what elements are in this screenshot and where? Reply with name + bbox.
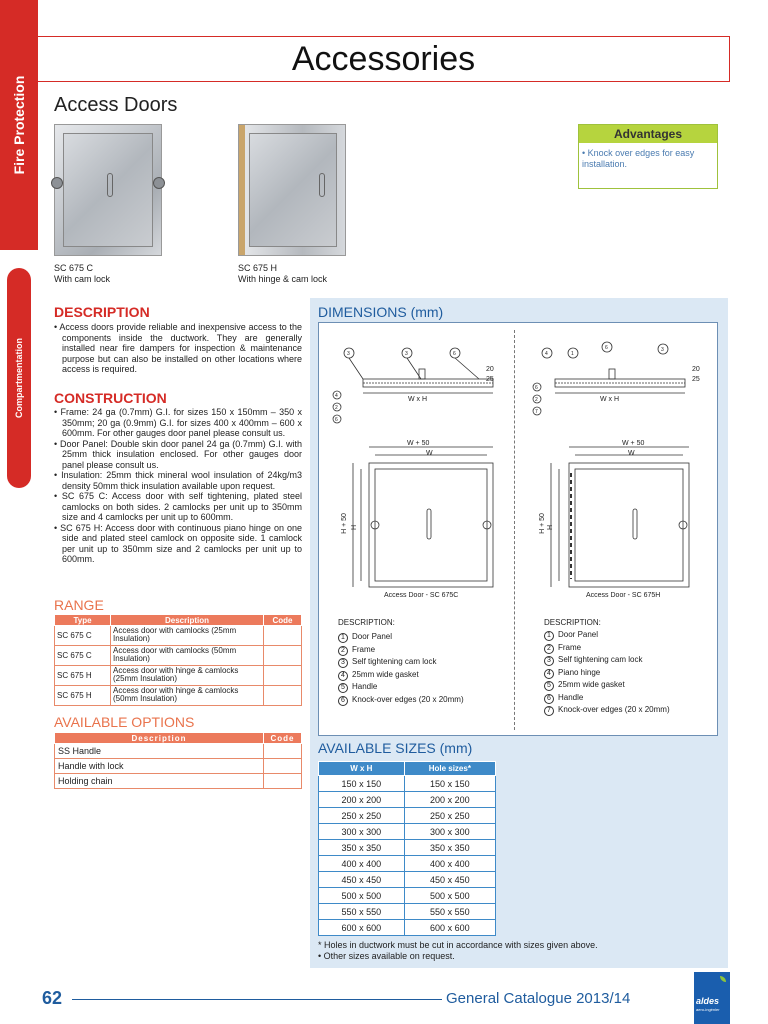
dim-label: 20 (692, 366, 700, 373)
legend-heading: DESCRIPTION: (338, 618, 395, 627)
table-row: 450 x 450 450 x 450 (319, 872, 496, 888)
photo-caption: SC 675 H With hinge & cam lock (238, 263, 328, 284)
camlock-icon (51, 177, 63, 189)
table-row: SC 675 C Access door with camlocks (50mm Insulation) (55, 646, 302, 666)
construction-heading: CONSTRUCTION (54, 390, 167, 406)
sizes-table (318, 761, 496, 936)
svg-text:6: 6 (335, 417, 338, 423)
list-item: • Insulation: 25mm thick mineral wool insulation of 24kg/m3 density 50mm thick insulation available upon request. (54, 470, 302, 491)
svg-text:6: 6 (605, 345, 608, 351)
callout-number: 3 (347, 351, 350, 357)
range-table (54, 614, 302, 706)
svg-text:3: 3 (661, 347, 664, 353)
svg-text:2: 2 (535, 397, 538, 403)
catalogue-title: General Catalogue 2013/14 (446, 990, 631, 1007)
description-heading: DESCRIPTION (54, 304, 150, 320)
legend-item: 4 Piano hinge (544, 667, 670, 680)
leaf-icon (720, 976, 726, 982)
table-row: 300 x 300 300 x 300 (319, 824, 496, 840)
column-header: Code (264, 733, 302, 744)
range-heading: RANGE (54, 597, 104, 613)
dimensions-heading: DIMENSIONS (mm) (318, 304, 444, 320)
legend-item: 3 Self tightening cam lock (338, 656, 464, 669)
dim-label: H + 50 (340, 513, 348, 534)
dim-label: H + 50 (538, 513, 546, 534)
svg-text:1: 1 (571, 351, 574, 357)
diagram-divider (514, 330, 515, 730)
table-row: 350 x 350 350 x 350 (319, 840, 496, 856)
dim-label: 25 (692, 376, 700, 383)
column-header: Description (55, 733, 264, 744)
legend-item: 7 Knock-over edges (20 x 20mm) (544, 704, 670, 717)
svg-text:4: 4 (545, 351, 548, 357)
dim-label: H (351, 524, 359, 531)
column-header: Hole sizes* (404, 762, 495, 776)
camlock-icon (153, 177, 165, 189)
sizes-footnote: * Holes in ductwork must be cut in accordance with sizes given above. • Other sizes available on request. (318, 940, 598, 961)
list-item: • Access doors provide reliable and inexpensive access to the components inside the ductwork. They are generally installed near fire dampers for inspection & maintenance purpose but can also be installed on other locations where access is required. (54, 322, 302, 374)
section-title: Access Doors (54, 94, 178, 116)
footer-rule (72, 999, 442, 1000)
dim-label: H (547, 524, 555, 531)
legend-heading: DESCRIPTION: (544, 618, 601, 627)
table-row: Holding chain (55, 774, 302, 789)
handle-slot (107, 173, 113, 197)
legend-item: 3 Self tightening cam lock (544, 654, 670, 667)
legend-item: 6 Handle (544, 692, 670, 705)
column-header: W x H (319, 762, 405, 776)
dim-label: 20 (486, 366, 494, 373)
table-row: 250 x 250 250 x 250 (319, 808, 496, 824)
svg-text:7: 7 (535, 409, 538, 415)
advantages-text: • Knock over edges for easy installation. (582, 148, 695, 169)
legend-list-right (544, 629, 670, 717)
legend-item: 6 Knock-over edges (20 x 20mm) (338, 694, 464, 707)
advantages-box (578, 124, 718, 189)
table-row: Handle with lock (55, 759, 302, 774)
dim-label: W x H (600, 396, 620, 403)
table-row: 200 x 200 200 x 200 (319, 792, 496, 808)
table-row: 400 x 400 400 x 400 (319, 856, 496, 872)
legend-item: 1 Door Panel (544, 629, 670, 642)
construction-list (54, 407, 302, 565)
legend-list-left (338, 631, 464, 706)
photo-caption: SC 675 C With cam lock (54, 263, 111, 284)
dim-label: W (628, 450, 635, 457)
dim-label: W + 50 (622, 440, 645, 447)
legend-item: 5 Handle (338, 681, 464, 694)
options-heading: AVAILABLE OPTIONS (54, 714, 195, 730)
svg-text:2: 2 (335, 405, 338, 411)
page-title: Accessories (291, 39, 476, 78)
page-number: 62 (42, 988, 63, 1008)
table-row: 600 x 600 600 x 600 (319, 920, 496, 936)
table-row: SC 675 C Access door with camlocks (25mm Insulation) (55, 626, 302, 646)
aldes-logo: aldes aero-ingénier (694, 972, 730, 1024)
product-photo-sc675h (238, 124, 346, 256)
list-item: • Door Panel: Double skin door panel 24 ga (0.7mm) G.I. with 25mm thick insulation enclosed. For other gauges door panel please consult us. (54, 438, 302, 470)
dim-label: W (426, 450, 433, 457)
sizes-heading: AVAILABLE SIZES (mm) (318, 740, 473, 756)
side-bar (0, 0, 38, 1024)
list-item: • SC 675 H: Access door with continuous piano hinge on one side and plated steel camlock on opposite side. 1 camlock per unit up to 350mm size and 2 camlocks per unit up to 600mm. (54, 522, 302, 564)
diagram-title: Access Door - SC 675H (586, 592, 661, 599)
description-list (54, 322, 302, 375)
handle-slot (319, 173, 325, 197)
dim-label: 25 (486, 376, 494, 383)
dim-label: W + 50 (407, 440, 430, 447)
table-row: 550 x 550 550 x 550 (319, 904, 496, 920)
column-header: Code (264, 615, 302, 626)
product-photo-sc675c (54, 124, 162, 256)
legend-item: 2 Frame (544, 642, 670, 655)
table-row: SS Handle (55, 744, 302, 759)
legend-item: 1 Door Panel (338, 631, 464, 644)
title-box (38, 36, 730, 82)
list-item: • Frame: 24 ga (0.7mm) G.I. for sizes 150 x 150mm – 350 x 350mm; 20 ga (0.9mm) G.I. for sizes 400 x 400mm – 600 x 600mm. For other gauges door panel please consult us. (54, 407, 302, 438)
svg-text:6: 6 (535, 385, 538, 391)
side-tab-sub-label: Compartmentation (14, 337, 24, 419)
table-row: SC 675 H Access door with hinge & camlocks (50mm Insulation) (55, 686, 302, 706)
table-row: 500 x 500 500 x 500 (319, 888, 496, 904)
svg-text:4: 4 (335, 393, 338, 399)
legend-item: 5 25mm wide gasket (544, 679, 670, 692)
svg-text:3: 3 (405, 351, 408, 357)
legend-item: 4 25mm wide gasket (338, 669, 464, 682)
legend-item: 2 Frame (338, 644, 464, 657)
table-row: 150 x 150 150 x 150 (319, 776, 496, 792)
list-item: • SC 675 C: Access door with self tightening, plated steel camlocks on both sides. 2 camlocks per unit up to 350mm size and 4 camlocks per unit up to 600mm. (54, 491, 302, 522)
column-header: Type (55, 615, 111, 626)
side-tab-label: Fire Protection (11, 75, 27, 175)
advantages-heading: Advantages (579, 125, 717, 143)
table-row: SC 675 H Access door with hinge & camlocks (25mm Insulation) (55, 666, 302, 686)
svg-text:6: 6 (453, 351, 456, 357)
options-table (54, 732, 302, 789)
dim-label: W x H (408, 396, 428, 403)
column-header: Description (111, 615, 264, 626)
diagram-title: Access Door - SC 675C (384, 592, 459, 599)
